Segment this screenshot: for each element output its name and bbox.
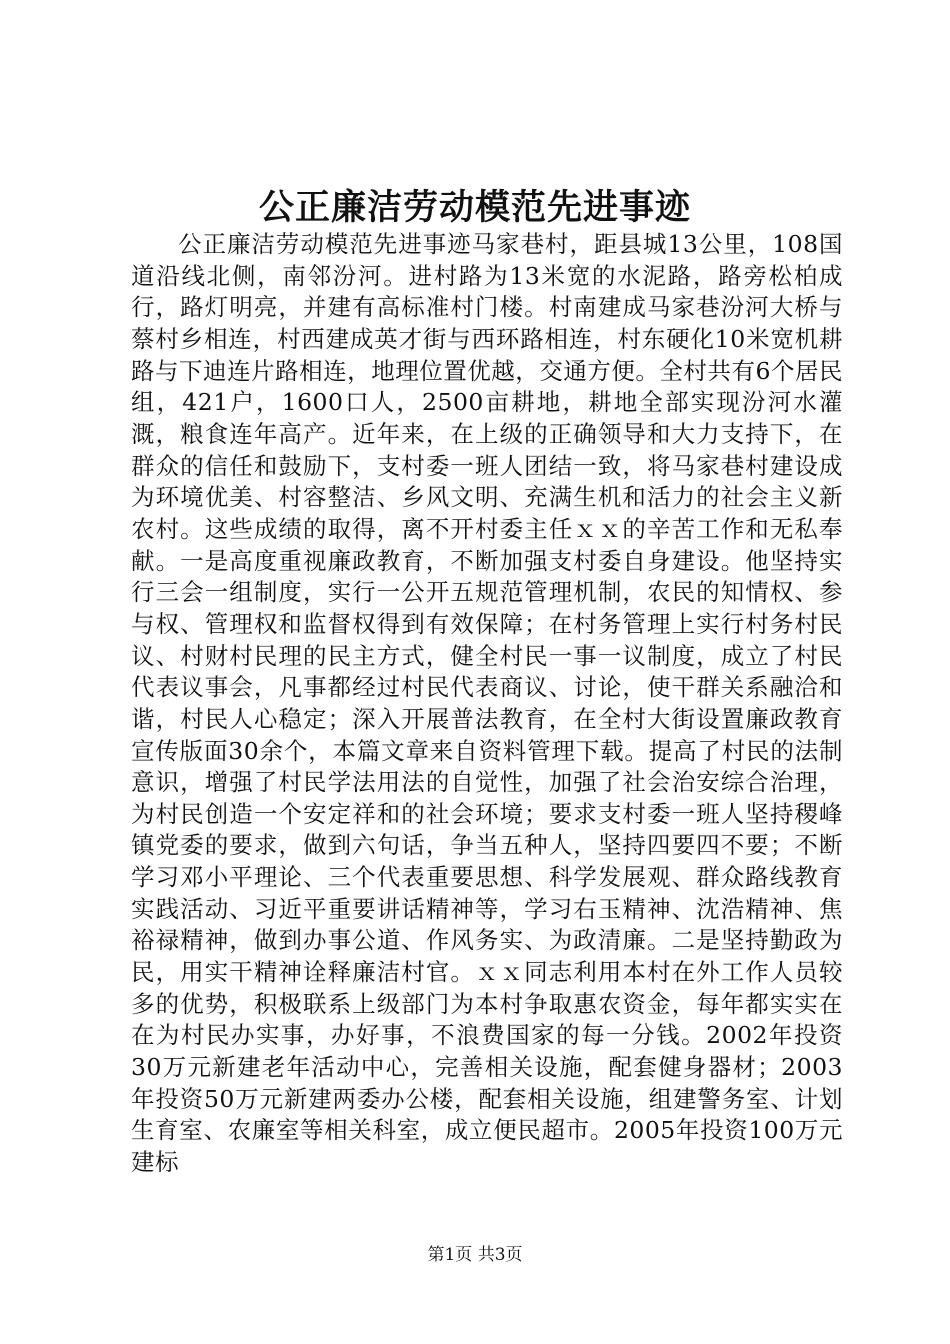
page-footer: 第1页 共3页 (427, 1245, 523, 1265)
document-body-paragraph: 公正廉洁劳动模范先进事迹马家巷村，距县城13公里，108国道沿线北侧，南邻汾河。进村路为13米宽的水泥路，路旁松柏成行，路灯明亮，并建有高标准村门楼。村南建成马家巷汾河大桥与蔡村乡相连，村西建成英才街与西环路相连，村东硬化10米宽机耕路与下迪连片路相连，地理位置优越，交通方便。全村共有6个居民组，421户，1600口人，2500亩耕地，耕地全部实现汾河水灌溉，粮食连年高产。近年来，在上级的正确领导和大力支持下，在群众的信任和鼓励下，支村委一班人团结一致，将马家巷村建设成为环境优美、村容整洁、乡风文明、充满生机和活力的社会主义新农村。这些成绩的取得，离不开村委主任ｘｘ的辛苦工作和无私奉献。一是高度重视廉政教育，不断加强支村委自身建设。他坚持实行三会一组制度，实行一公开五规范管理机制，农民的知情权、参与权、管理权和监督权得到有效保障；在村务管理上实行村务村民议、村财村民理的民主方式，健全村民一事一议制度，成立了村民代表议事会，凡事都经过村民代表商议、讨论，使干群关系融洽和谐，村民人心稳定；深入开展普法教育，在全村大街设置廉政教育宣传版面30余个，本篇文章来自资料管理下载。提高了村民的法制意识，增强了村民学法用法的自觉性，加强了社会治安综合治理，为村民创造一个安定祥和的社会环境；要求支村委一班人坚持稷峰镇党委的要求，做到六句话，争当五种人，坚持四要四不要；不断学习邓小平理论、三个代表重要思想、科学发展观、群众路线教育实践活动、习近平重要讲话精神等，学习右玉精神、沈浩精神、焦裕禄精神，做到办事公道、作风务实、为政清廉。二是坚持勤政为民，用实干精神诠释廉洁村官。ｘｘ同志利用本村在外工作人员较多的优势，积极联系上级部门为本村争取惠农资金，每年都实实在在为村民办实事，办好事，不浪费国家的每一分钱。2002年投资30万元新建老年活动中心，完善相关设施，配套健身器材；2003年投资50万元新建两委办公楼，配套相关设施，组建警务室、计划生育室、农廉室等相关科室，成立便民超市。2005年投资100万元建标 (131, 230, 843, 1177)
document-title: 公正廉洁劳动模范先进事迹 (258, 187, 691, 228)
